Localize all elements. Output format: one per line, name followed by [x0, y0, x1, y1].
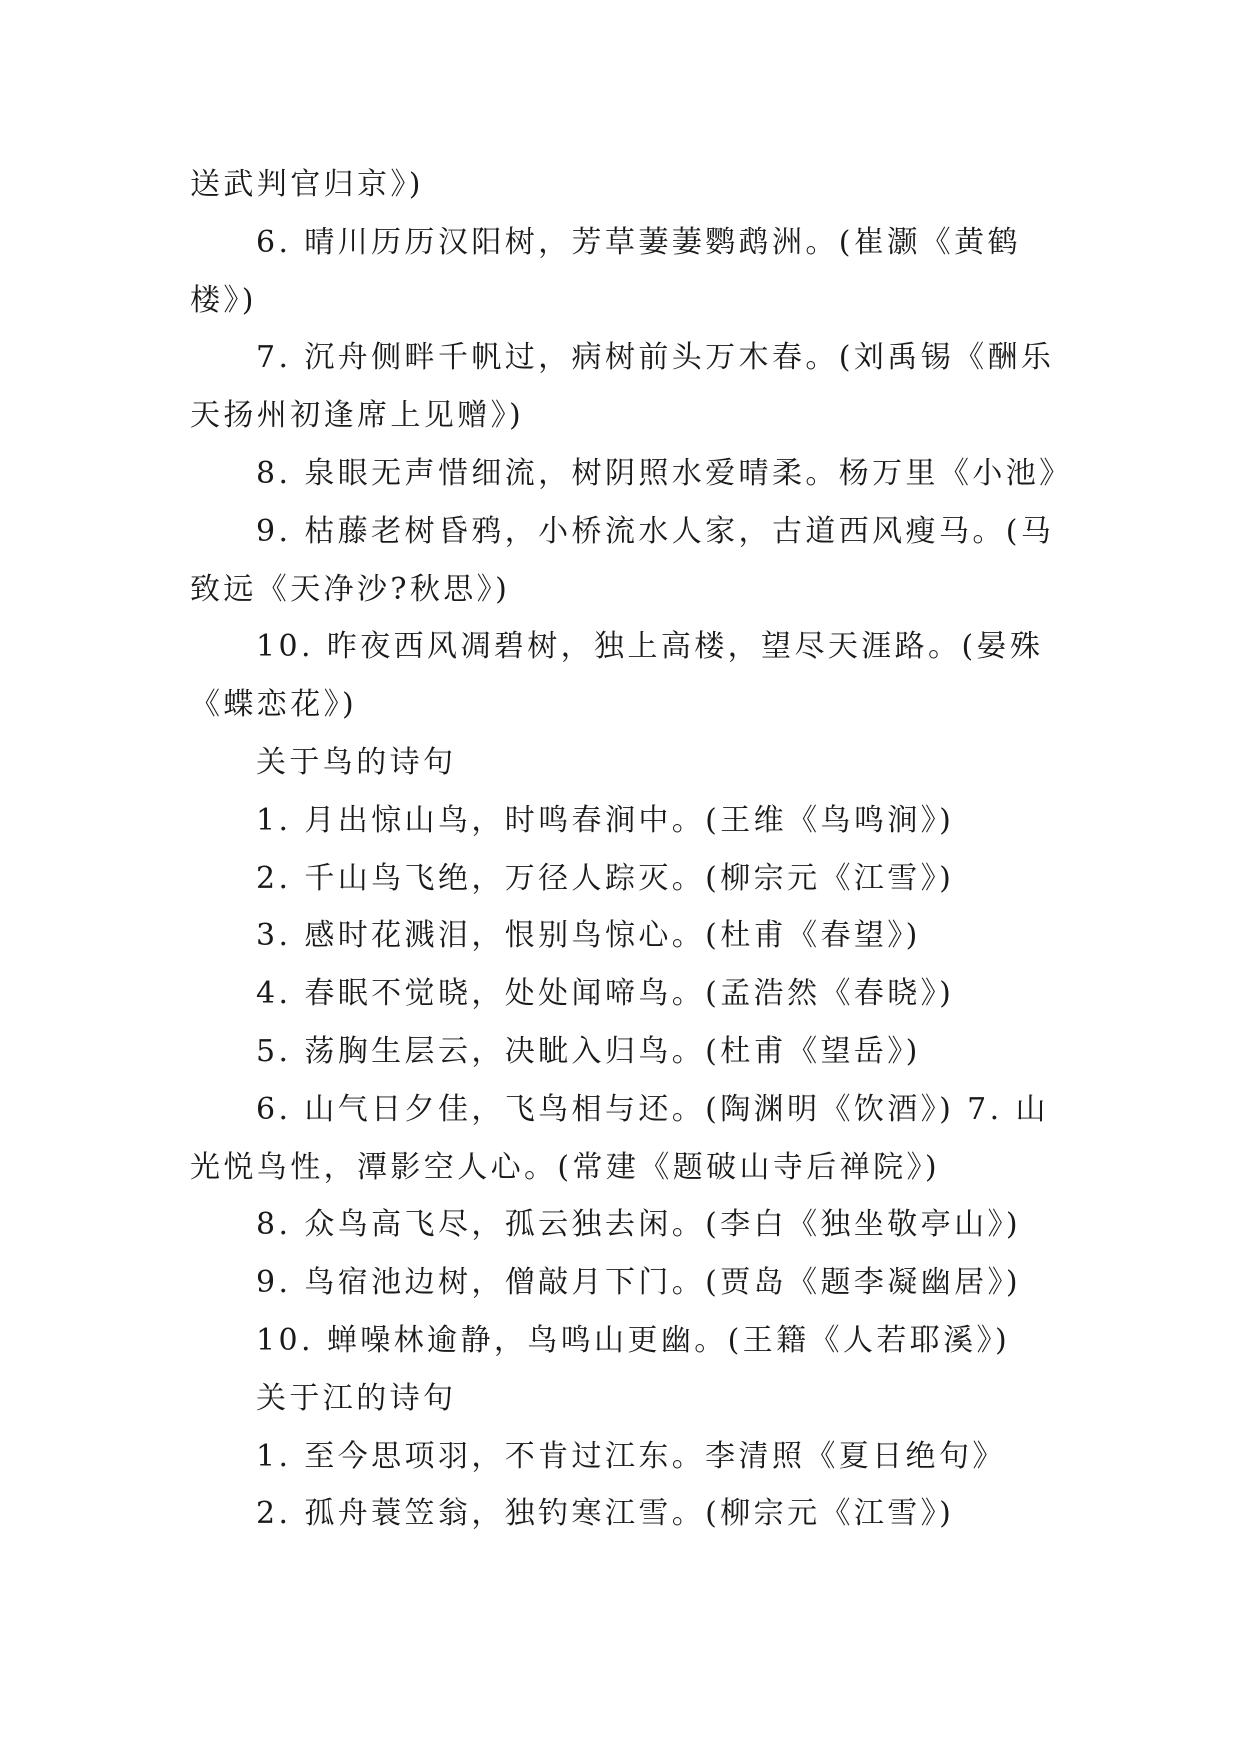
text-line: 光悦鸟性，潭影空人心。(常建《题破山寺后禅院》): [190, 1149, 941, 1185]
text-line: 2. 千山鸟飞绝，万径人踪灭。(柳宗元《江雪》): [256, 860, 955, 896]
text-line: 10. 蝉噪林逾静，鸟鸣山更幽。(王籍《人若耶溪》): [256, 1322, 1011, 1358]
text-line: 4. 春眠不觉晓，处处闻啼鸟。(孟浩然《春晓》): [256, 976, 955, 1012]
text-line: 5. 荡胸生层云，决眦入归鸟。(杜甫《望岳》): [256, 1033, 921, 1069]
text-line: 《蝶恋花》): [190, 687, 358, 723]
text-line: 8. 泉眼无声惜细流，树阴照水爱晴柔。杨万里《小池》: [256, 455, 1073, 491]
section-heading-birds: 关于鸟的诗句: [256, 744, 457, 780]
text-line: 10. 昨夜西风凋碧树，独上高楼，望尽天涯路。(晏殊: [256, 629, 1044, 665]
document-body: [190, 156, 1073, 1543]
text-line: 1. 月出惊山鸟，时鸣春涧中。(王维《鸟鸣涧》): [256, 802, 955, 838]
text-line: 楼》): [190, 282, 257, 318]
text-line: 天扬州初逢席上见赠》): [190, 398, 525, 434]
text-line: 1. 至今思项羽，不肯过江东。李清照《夏日绝句》: [256, 1438, 1006, 1474]
text-line: 9. 枯藤老树昏鸦，小桥流水人家，古道西风瘦马。(马: [256, 513, 1055, 549]
section-heading-river: 关于江的诗句: [256, 1380, 457, 1416]
text-line: 8. 众鸟高飞尽，孤云独去闲。(李白《独坐敬亭山》): [256, 1207, 1021, 1243]
text-line: 送武判官归京》): [190, 167, 424, 202]
text-line: 7. 沉舟侧畔千帆过，病树前头万木春。(刘禹锡《酬乐: [256, 340, 1055, 376]
text-line: 3. 感时花溅泪，恨别鸟惊心。(杜甫《春望》): [256, 918, 921, 954]
text-line: 2. 孤舟蓑笠翁，独钓寒江雪。(柳宗元《江雪》): [256, 1496, 955, 1532]
text-line: 9. 鸟宿池边树，僧敲月下门。(贾岛《题李凝幽居》): [256, 1265, 1021, 1301]
text-line: 致远《天净沙?秋思》): [190, 571, 511, 607]
text-line: 6. 晴川历历汉阳树，芳草萋萋鹦鹉洲。(崔灏《黄鹤: [256, 224, 1021, 260]
text-line: 6. 山气日夕佳，飞鸟相与还。(陶渊明《饮酒》) 7. 山: [256, 1091, 1049, 1127]
